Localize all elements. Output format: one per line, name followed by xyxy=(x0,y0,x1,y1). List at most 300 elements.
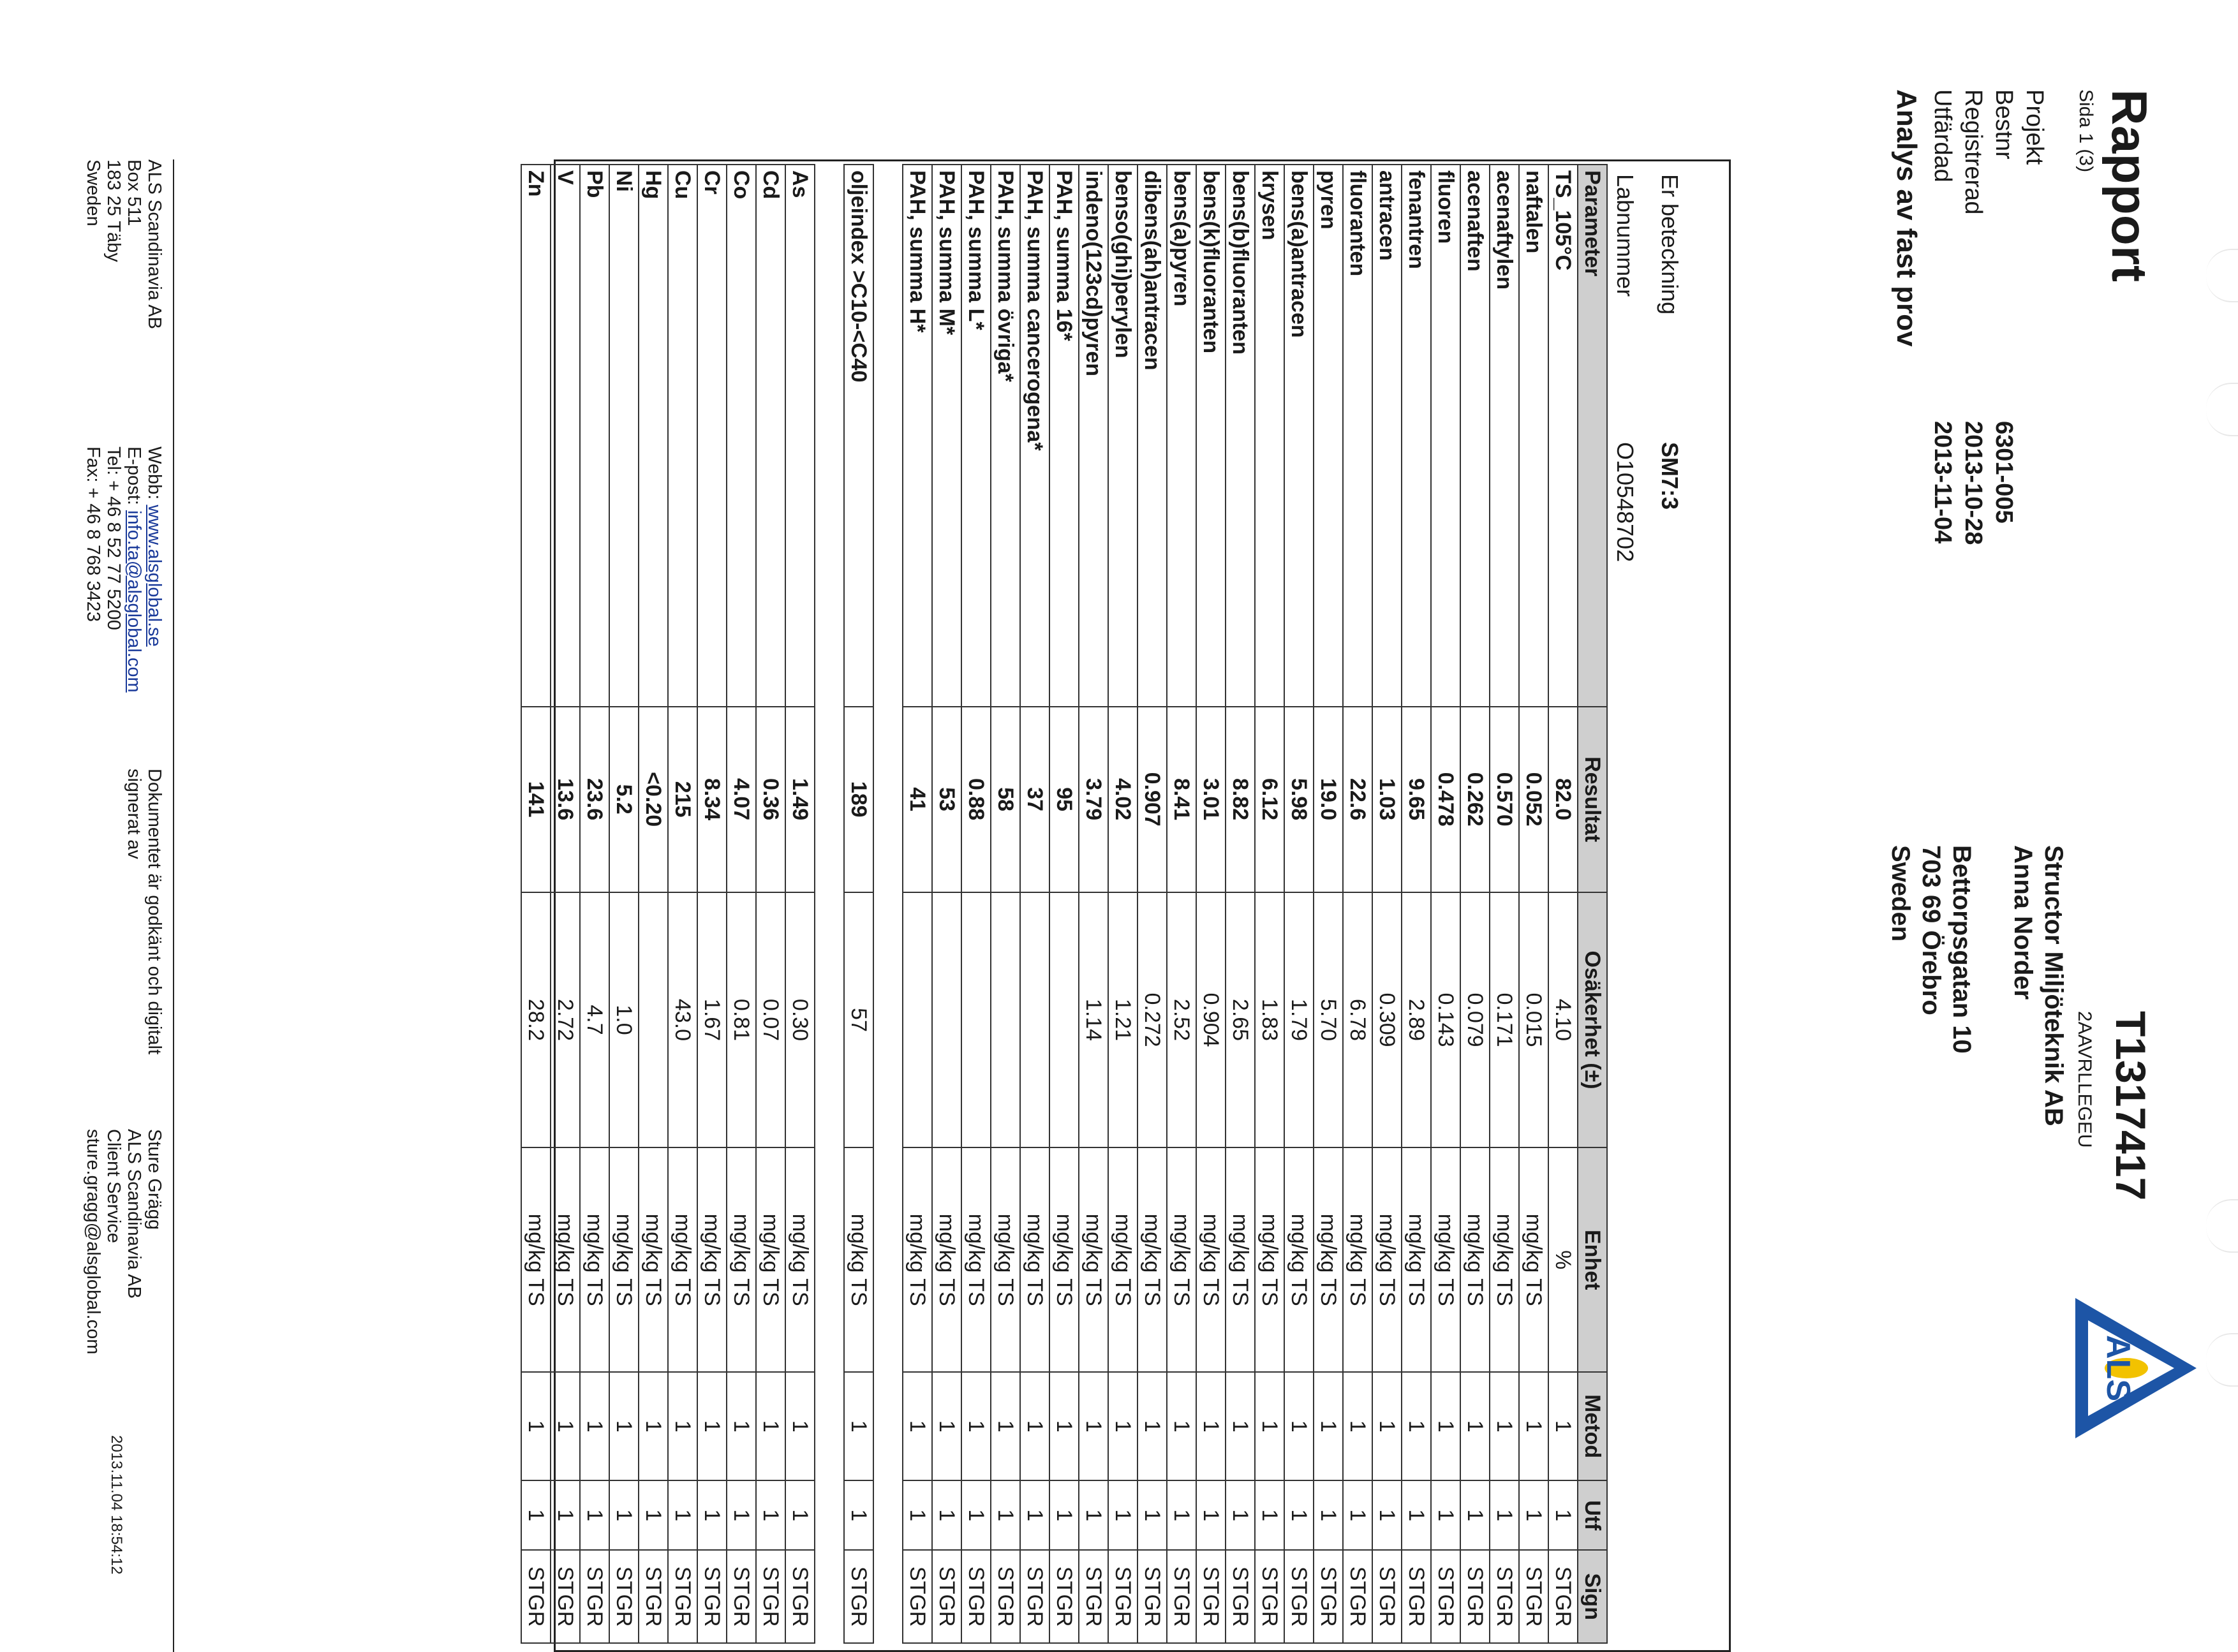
web-label: Webb: xyxy=(144,446,165,500)
performer-cell: 1 xyxy=(1049,1480,1079,1550)
footer-fax: Fax: + 46 8 768 3423 xyxy=(83,446,103,622)
sign-cell: STGR xyxy=(1226,1550,1255,1643)
meta-row: Projekt xyxy=(2021,89,2048,165)
sign-cell: STGR xyxy=(932,1550,961,1643)
col-header-parameter: Parameter xyxy=(1578,165,1607,707)
result-cell: 8.82 xyxy=(1226,707,1255,892)
uncertainty-cell: 57 xyxy=(844,892,873,1147)
uncertainty-cell: 1.79 xyxy=(1284,892,1314,1147)
web-link[interactable]: www.alsglobal.se xyxy=(144,505,165,647)
unit-cell: mg/kg TS xyxy=(609,1147,639,1372)
uncertainty-cell: 0.309 xyxy=(1372,892,1402,1147)
performer-cell: 1 xyxy=(1372,1480,1402,1550)
table-row xyxy=(1108,165,1138,1643)
sign-cell: STGR xyxy=(1372,1550,1402,1643)
meta-row: Bestnr 6301-005 xyxy=(1990,89,2017,524)
unit-cell: mg/kg TS xyxy=(1049,1147,1079,1372)
performer-cell: 1 xyxy=(639,1480,668,1550)
footer-tel: Tel: + 46 8 52 77 5200 xyxy=(103,446,124,630)
result-cell: 5.2 xyxy=(609,707,639,892)
result-cell: 95 xyxy=(1049,707,1079,892)
result-cell: 4.02 xyxy=(1108,707,1138,892)
parameter-cell: Pb xyxy=(580,165,609,707)
uncertainty-cell: 0.81 xyxy=(727,892,756,1147)
performer-cell: 1 xyxy=(991,1480,1020,1550)
uncertainty-cell: 0.272 xyxy=(1138,892,1167,1147)
table-row xyxy=(1548,165,1578,1643)
sample-value: SM7:3 xyxy=(1657,442,1683,510)
table-row xyxy=(932,165,961,1643)
sign-cell: STGR xyxy=(1079,1550,1108,1643)
performer-cell: 1 xyxy=(697,1480,727,1550)
result-cell: 41 xyxy=(903,707,932,892)
uncertainty-cell: 1.0 xyxy=(609,892,639,1147)
uncertainty-cell: 0.07 xyxy=(756,892,785,1147)
client-street: Bettorpsgatan 10 xyxy=(1948,845,1976,1054)
method-cell: 1 xyxy=(1548,1372,1578,1480)
unit-cell: mg/kg TS xyxy=(639,1147,668,1372)
method-cell: 1 xyxy=(1431,1372,1460,1480)
sign-cell: STGR xyxy=(1138,1550,1167,1643)
performer-cell: 1 xyxy=(844,1480,873,1550)
performer-cell: 1 xyxy=(1548,1480,1578,1550)
table-spacer-row xyxy=(873,165,903,1643)
footer-box: Box 511 xyxy=(124,159,144,226)
parameter-cell: bens(k)fluoranten xyxy=(1196,165,1226,707)
table-row xyxy=(991,165,1020,1643)
uncertainty-cell xyxy=(932,892,961,1147)
email-label: E-post: xyxy=(124,446,144,505)
method-cell: 1 xyxy=(1372,1372,1402,1480)
sign-cell: STGR xyxy=(1460,1550,1490,1643)
result-cell: 22.6 xyxy=(1343,707,1372,892)
result-cell: <0.20 xyxy=(639,707,668,892)
result-cell: 53 xyxy=(932,707,961,892)
uncertainty-cell xyxy=(961,892,991,1147)
result-cell: 189 xyxy=(844,707,873,892)
result-cell: 8.34 xyxy=(697,707,727,892)
result-cell: 0.88 xyxy=(961,707,991,892)
table-spacer-row xyxy=(815,165,844,1643)
table-row xyxy=(1284,165,1314,1643)
table-row xyxy=(1519,165,1548,1643)
method-cell: 1 xyxy=(1343,1372,1372,1480)
results-table xyxy=(521,164,1608,1644)
performer-cell: 1 xyxy=(1108,1480,1138,1550)
result-cell: 0.570 xyxy=(1490,707,1519,892)
footer-contact xyxy=(83,446,165,693)
uncertainty-cell xyxy=(991,892,1020,1147)
sign-cell: STGR xyxy=(580,1550,609,1643)
page-title: Rapport xyxy=(2101,89,2158,283)
method-cell: 1 xyxy=(991,1372,1020,1480)
result-cell: 9.65 xyxy=(1402,707,1431,892)
unit-cell: mg/kg TS xyxy=(756,1147,785,1372)
method-cell: 1 xyxy=(521,1372,551,1480)
sign-cell: STGR xyxy=(521,1550,551,1643)
performer-cell: 1 xyxy=(932,1480,961,1550)
method-cell: 1 xyxy=(1314,1372,1343,1480)
result-cell: 8.41 xyxy=(1167,707,1196,892)
uncertainty-cell: 2.89 xyxy=(1402,892,1431,1147)
parameter-cell: Zn xyxy=(521,165,551,707)
result-cell: 0.907 xyxy=(1138,707,1167,892)
result-cell: 3.79 xyxy=(1079,707,1108,892)
sign-cell: STGR xyxy=(1255,1550,1284,1643)
signed-line2: signerat av xyxy=(124,769,144,859)
parameter-cell: Cd xyxy=(756,165,785,707)
unit-cell: mg/kg TS xyxy=(1314,1147,1343,1372)
section-title: Analys av fast prov xyxy=(1891,89,1922,347)
method-cell: 1 xyxy=(609,1372,639,1480)
table-row xyxy=(668,165,697,1643)
table-row xyxy=(1255,165,1284,1643)
unit-cell: mg/kg TS xyxy=(1226,1147,1255,1372)
sign-cell: STGR xyxy=(1108,1550,1138,1643)
unit-cell: mg/kg TS xyxy=(1431,1147,1460,1372)
client-address xyxy=(1885,845,2069,1126)
parameter-cell: naftalen xyxy=(1519,165,1548,707)
unit-cell: mg/kg TS xyxy=(785,1147,815,1372)
parameter-cell: fluoranten xyxy=(1343,165,1372,707)
uncertainty-cell: 4.7 xyxy=(580,892,609,1147)
table-row xyxy=(697,165,727,1643)
parameter-cell: acenaftylen xyxy=(1490,165,1519,707)
signature-timestamp: 2013.11.04 18:54:12 xyxy=(108,1435,125,1575)
performer-cell: 1 xyxy=(668,1480,697,1550)
sign-cell: STGR xyxy=(1049,1550,1079,1643)
table-row xyxy=(727,165,756,1643)
performer-cell: 1 xyxy=(1343,1480,1372,1550)
performer-cell: 1 xyxy=(580,1480,609,1550)
method-cell: 1 xyxy=(1020,1372,1049,1480)
parameter-cell: indeno(123cd)pyren xyxy=(1079,165,1108,707)
method-cell: 1 xyxy=(1519,1372,1548,1480)
col-header-performer: Utf xyxy=(1578,1480,1607,1550)
sign-cell: STGR xyxy=(609,1550,639,1643)
unit-cell: mg/kg TS xyxy=(1490,1147,1519,1372)
result-cell: 0.262 xyxy=(1460,707,1490,892)
method-cell: 1 xyxy=(785,1372,815,1480)
performer-cell: 1 xyxy=(1138,1480,1167,1550)
method-cell: 1 xyxy=(668,1372,697,1480)
table-row xyxy=(1138,165,1167,1643)
signer-dept: Client Service xyxy=(103,1129,124,1243)
table-row xyxy=(1343,165,1372,1643)
method-cell: 1 xyxy=(1138,1372,1167,1480)
uncertainty-cell: 0.015 xyxy=(1519,892,1548,1147)
table-row xyxy=(1226,165,1255,1643)
email-link[interactable]: info.ta@alsglobal.com xyxy=(124,510,144,693)
uncertainty-cell: 2.72 xyxy=(551,892,580,1147)
parameter-cell: As xyxy=(785,165,815,707)
parameter-cell: fenantren xyxy=(1402,165,1431,707)
sign-cell: STGR xyxy=(1020,1550,1049,1643)
client-city: 703 69 Örebro xyxy=(1917,845,1945,1015)
performer-cell: 1 xyxy=(727,1480,756,1550)
performer-cell: 1 xyxy=(1079,1480,1108,1550)
method-cell: 1 xyxy=(727,1372,756,1480)
signer-name: Sture Grägg xyxy=(144,1129,165,1230)
result-cell: 3.01 xyxy=(1196,707,1226,892)
uncertainty-cell: 1.67 xyxy=(697,892,727,1147)
method-cell: 1 xyxy=(903,1372,932,1480)
punch-hole xyxy=(2206,249,2238,302)
unit-cell: mg/kg TS xyxy=(1460,1147,1490,1372)
result-cell: 215 xyxy=(668,707,697,892)
table-row xyxy=(1167,165,1196,1643)
col-header-result: Resultat xyxy=(1578,707,1607,892)
unit-cell: mg/kg TS xyxy=(697,1147,727,1372)
performer-cell: 1 xyxy=(609,1480,639,1550)
col-header-method: Metod xyxy=(1578,1372,1607,1480)
sample-label: Er beteckning xyxy=(1657,174,1683,315)
signer-company: ALS Scandinavia AB xyxy=(124,1129,144,1299)
table-row xyxy=(1490,165,1519,1643)
performer-cell: 1 xyxy=(1402,1480,1431,1550)
result-cell: 37 xyxy=(1020,707,1049,892)
unit-cell: mg/kg TS xyxy=(961,1147,991,1372)
unit-cell: mg/kg TS xyxy=(551,1147,580,1372)
sign-cell: STGR xyxy=(1490,1550,1519,1643)
unit-cell: mg/kg TS xyxy=(1108,1147,1138,1372)
parameter-cell: Hg xyxy=(639,165,668,707)
unit-cell: mg/kg TS xyxy=(1020,1147,1049,1372)
parameter-cell: PAH, summa cancerogena* xyxy=(1020,165,1049,707)
parameter-cell: oljeindex >C10-<C40 xyxy=(844,165,873,707)
parameter-cell: Cu xyxy=(668,165,697,707)
sign-cell: STGR xyxy=(1196,1550,1226,1643)
table-row xyxy=(1020,165,1049,1643)
method-cell: 1 xyxy=(961,1372,991,1480)
table-row xyxy=(609,165,639,1643)
result-cell: 1.03 xyxy=(1372,707,1402,892)
result-cell: 6.12 xyxy=(1255,707,1284,892)
performer-cell: 1 xyxy=(1167,1480,1196,1550)
table-row xyxy=(1079,165,1108,1643)
method-cell: 1 xyxy=(756,1372,785,1480)
unit-cell: mg/kg TS xyxy=(1402,1147,1431,1372)
uncertainty-cell: 1.83 xyxy=(1255,892,1284,1147)
result-cell: 141 xyxy=(521,707,551,892)
performer-cell: 1 xyxy=(1431,1480,1460,1550)
client-contact: Anna Norder xyxy=(2009,845,2037,1000)
performer-cell: 1 xyxy=(961,1480,991,1550)
col-header-sign: Sign xyxy=(1578,1550,1607,1643)
unit-cell: % xyxy=(1548,1147,1578,1372)
performer-cell: 1 xyxy=(1284,1480,1314,1550)
table-row xyxy=(1431,165,1460,1643)
punch-hole xyxy=(2206,383,2238,436)
performer-cell: 1 xyxy=(521,1480,551,1550)
signer-email: sture.gragg@alsglobal.com xyxy=(83,1129,103,1355)
unit-cell: mg/kg TS xyxy=(668,1147,697,1372)
parameter-cell: pyren xyxy=(1314,165,1343,707)
method-cell: 1 xyxy=(1255,1372,1284,1480)
method-cell: 1 xyxy=(1079,1372,1108,1480)
unit-cell: mg/kg TS xyxy=(1138,1147,1167,1372)
uncertainty-cell: 28.2 xyxy=(521,892,551,1147)
method-cell: 1 xyxy=(1490,1372,1519,1480)
sign-cell: STGR xyxy=(639,1550,668,1643)
sign-cell: STGR xyxy=(1284,1550,1314,1643)
parameter-cell: TS_105°C xyxy=(1548,165,1578,707)
table-row xyxy=(580,165,609,1643)
parameter-cell: V xyxy=(551,165,580,707)
method-cell: 1 xyxy=(551,1372,580,1480)
table-row xyxy=(961,165,991,1643)
punch-hole xyxy=(2206,1199,2238,1253)
footer-country: Sweden xyxy=(83,159,103,226)
table-row xyxy=(521,165,551,1643)
unit-cell: mg/kg TS xyxy=(1167,1147,1196,1372)
result-cell: 0.36 xyxy=(756,707,785,892)
footer-zip-city: 183 25 Täby xyxy=(103,159,124,262)
table-row xyxy=(756,165,785,1643)
parameter-cell: PAH, summa M* xyxy=(932,165,961,707)
sign-cell: STGR xyxy=(844,1550,873,1643)
table-row xyxy=(785,165,815,1643)
performer-cell: 1 xyxy=(551,1480,580,1550)
result-cell: 5.98 xyxy=(1284,707,1314,892)
uncertainty-cell: 2.52 xyxy=(1167,892,1196,1147)
sign-cell: STGR xyxy=(551,1550,580,1643)
method-cell: 1 xyxy=(1049,1372,1079,1480)
unit-cell: mg/kg TS xyxy=(580,1147,609,1372)
client-country: Sweden xyxy=(1886,845,1915,942)
table-row xyxy=(1196,165,1226,1643)
table-row xyxy=(903,165,932,1643)
table-row xyxy=(1049,165,1079,1643)
als-logo-icon xyxy=(2072,1295,2200,1442)
parameter-cell: antracen xyxy=(1372,165,1402,707)
report-number: T1317417 xyxy=(2107,1011,2154,1201)
report-code: 2AAVRLLEGEU xyxy=(2074,1011,2095,1148)
unit-cell: mg/kg TS xyxy=(1519,1147,1548,1372)
table-row xyxy=(639,165,668,1643)
result-cell: 1.49 xyxy=(785,707,815,892)
method-cell: 1 xyxy=(1196,1372,1226,1480)
parameter-cell: PAH, summa 16* xyxy=(1049,165,1079,707)
uncertainty-cell xyxy=(903,892,932,1147)
method-cell: 1 xyxy=(639,1372,668,1480)
uncertainty-cell: 4.10 xyxy=(1548,892,1578,1147)
sign-cell: STGR xyxy=(727,1550,756,1643)
uncertainty-cell: 43.0 xyxy=(668,892,697,1147)
unit-cell: mg/kg TS xyxy=(1079,1147,1108,1372)
footer-rule xyxy=(173,159,174,1652)
table-row xyxy=(844,165,873,1643)
unit-cell: mg/kg TS xyxy=(1196,1147,1226,1372)
parameter-cell: bens(a)antracen xyxy=(1284,165,1314,707)
method-cell: 1 xyxy=(932,1372,961,1480)
sign-cell: STGR xyxy=(1519,1550,1548,1643)
parameter-cell: Co xyxy=(727,165,756,707)
result-cell: 0.478 xyxy=(1431,707,1460,892)
method-cell: 1 xyxy=(1226,1372,1255,1480)
parameter-cell: acenaften xyxy=(1460,165,1490,707)
method-cell: 1 xyxy=(1402,1372,1431,1480)
sign-cell: STGR xyxy=(697,1550,727,1643)
table-row xyxy=(1372,165,1402,1643)
sign-cell: STGR xyxy=(1167,1550,1196,1643)
sign-cell: STGR xyxy=(756,1550,785,1643)
table-row xyxy=(1402,165,1431,1643)
method-cell: 1 xyxy=(844,1372,873,1480)
unit-cell: mg/kg TS xyxy=(903,1147,932,1372)
sign-cell: STGR xyxy=(1548,1550,1578,1643)
sign-cell: STGR xyxy=(1402,1550,1431,1643)
uncertainty-cell: 0.30 xyxy=(785,892,815,1147)
uncertainty-cell: 0.143 xyxy=(1431,892,1460,1147)
parameter-cell: Ni xyxy=(609,165,639,707)
result-cell: 19.0 xyxy=(1314,707,1343,892)
unit-cell: mg/kg TS xyxy=(932,1147,961,1372)
parameter-cell: dibens(ah)antracen xyxy=(1138,165,1167,707)
result-cell: 4.07 xyxy=(727,707,756,892)
uncertainty-cell: 1.21 xyxy=(1108,892,1138,1147)
method-cell: 1 xyxy=(580,1372,609,1480)
unit-cell: mg/kg TS xyxy=(991,1147,1020,1372)
performer-cell: 1 xyxy=(1314,1480,1343,1550)
sign-cell: STGR xyxy=(1314,1550,1343,1643)
meta-row: Registrerad 2013-10-28 xyxy=(1960,89,1987,545)
uncertainty-cell xyxy=(1020,892,1049,1147)
performer-cell: 1 xyxy=(756,1480,785,1550)
parameter-cell: bens(b)fluoranten xyxy=(1226,165,1255,707)
sign-cell: STGR xyxy=(991,1550,1020,1643)
performer-cell: 1 xyxy=(1460,1480,1490,1550)
page-number: Sida 1 (3) xyxy=(2075,89,2096,173)
performer-cell: 1 xyxy=(1196,1480,1226,1550)
unit-cell: mg/kg TS xyxy=(1284,1147,1314,1372)
result-cell: 82.0 xyxy=(1548,707,1578,892)
performer-cell: 1 xyxy=(1519,1480,1548,1550)
col-header-unit: Enhet xyxy=(1578,1147,1607,1372)
results-frame xyxy=(524,159,1731,1652)
parameter-cell: Cr xyxy=(697,165,727,707)
unit-cell: mg/kg TS xyxy=(727,1147,756,1372)
unit-cell: mg/kg TS xyxy=(521,1147,551,1372)
uncertainty-cell: 2.65 xyxy=(1226,892,1255,1147)
unit-cell: mg/kg TS xyxy=(1255,1147,1284,1372)
sign-cell: STGR xyxy=(668,1550,697,1643)
footer-address xyxy=(83,159,165,329)
report-meta xyxy=(1927,89,2050,545)
sign-cell: STGR xyxy=(1343,1550,1372,1643)
unit-cell: mg/kg TS xyxy=(1343,1147,1372,1372)
method-cell: 1 xyxy=(1460,1372,1490,1480)
sign-cell: STGR xyxy=(903,1550,932,1643)
table-row xyxy=(1314,165,1343,1643)
parameter-cell: PAH, summa övriga* xyxy=(991,165,1020,707)
signed-line1: Dokumentet är godkänt och digitalt xyxy=(144,769,165,1055)
method-cell: 1 xyxy=(1167,1372,1196,1480)
uncertainty-cell xyxy=(1049,892,1079,1147)
table-row xyxy=(1460,165,1490,1643)
method-cell: 1 xyxy=(1108,1372,1138,1480)
table-header-row xyxy=(1578,165,1607,1643)
uncertainty-cell: 0.079 xyxy=(1460,892,1490,1147)
col-header-uncertainty: Osäkerhet (±) xyxy=(1578,892,1607,1147)
parameter-cell: PAH, summa L* xyxy=(961,165,991,707)
uncertainty-cell: 1.14 xyxy=(1079,892,1108,1147)
sign-cell: STGR xyxy=(1431,1550,1460,1643)
uncertainty-cell: 0.904 xyxy=(1196,892,1226,1147)
performer-cell: 1 xyxy=(1255,1480,1284,1550)
performer-cell: 1 xyxy=(785,1480,815,1550)
performer-cell: 1 xyxy=(903,1480,932,1550)
